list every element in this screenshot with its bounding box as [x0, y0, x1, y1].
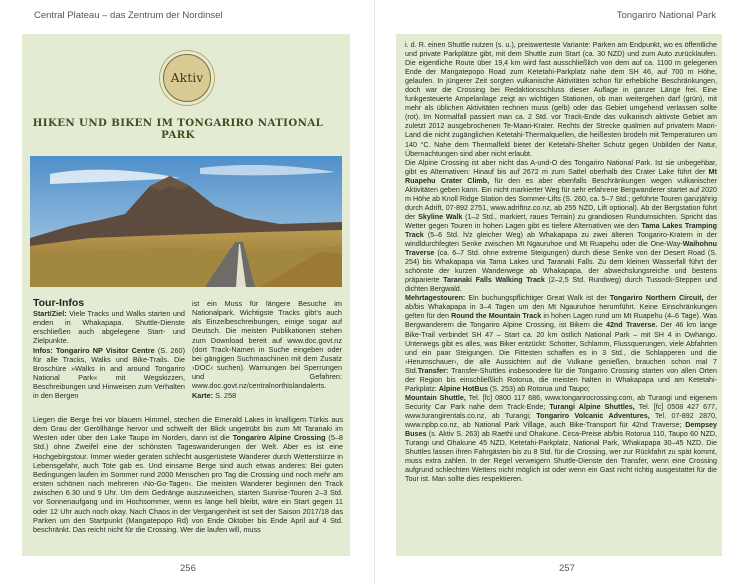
right-text-bold-run: Waihohnu Traverse — [405, 240, 717, 258]
right-text-bold-run: Mt Ruapehu Crater Climb, — [405, 167, 717, 185]
right-text-run: Der 46 km lange Bike-Trail verbindet SH 47 – Start ca. 20 km östlich National Park – mit SH 4 in Owhango. Unterwegs gibt es alles, was Biker entzückt: Schotter, Schlamm, Flussquerungen, viele Abfahrten und ein paar Steigungen. Die Fittesten schaffen es in 3 Std., die Schlapperen und die ›Herumschauer‹, die alle Aussichten auf die Vulkane genießen, brauchen schon mal 7 Std. — [405, 321, 718, 375]
right-text-bold-run: Skyline Walk — [418, 212, 463, 221]
page-number-right: 257 — [559, 563, 575, 574]
col2-text: ist ein Muss für längere Besuche im Nationalpark. Wichtigste Tracks gibt's auch als Einzelbeschreibungen, einige sogar auf Deutsch. Die meisten Publikationen stehen zum Download bereit auf www.doc.govt.nz (dort Track-Namen in Suche eingeben oder bei gängigen Suchmaschinen mit dem Zusatz ›DOC‹ suchen). Warnungen bei Sperrungen und Gefahren: www.doc.govt.nz/centralnorthislandalerts. — [192, 299, 342, 391]
right-text-bold-run: Tongariro Northern Circuit, — [609, 294, 704, 303]
body-p1-bold: Tongariro Alpine Crossing — [232, 433, 326, 443]
right-text-bold-run: Tama Lakes Tramping Track — [405, 221, 717, 239]
right-text-bold-run: Tongariro Volcanic Adventures, — [536, 411, 650, 420]
right-text-bold-run: Turangi Alpine Shuttles, — [549, 402, 635, 411]
right-text-run: der ab/bis Whakapapa in 3–4 Tagen um den Mt Ngauruhoe herumführt. Keine Einschränkungen gelten für den — [405, 294, 717, 321]
right-body-text — [405, 41, 717, 484]
left-body-text — [33, 415, 343, 534]
right-text-run: Die Alpine Crossing ist aber nicht das A-und-O des Tongariro National Park. Ist sie unbegehbar, gibt es Alternativen: Hinauf bis auf 2672 m zum Sattel oberhalb des Crater Lake führt der — [405, 158, 717, 176]
right-text-bold-run: Mountain Shuttle, — [405, 393, 466, 402]
right-text-bold-run: Dempsey Buses — [405, 420, 717, 439]
right-text-run: Tel. [fc] 0508 427 677, www.turangirentals.co.nz, ab Turangi; — [405, 402, 717, 420]
running-head-right: Tongariro National Park — [616, 10, 716, 21]
right-text-bold-run: Round the Mountain Track — [451, 312, 542, 321]
right-text-run: in hohen Lagen rund um Mt Ruapehu (4–6 Tage). Was Bergwanderern die Tongariro Alpine Crossing, ist Bikern die — [405, 312, 717, 330]
start-text: Viele Tracks und Walks starten und enden in Whakapapa. Shuttle-Dienste erschließen auch abgelegene Start- und Zielpunkte. — [33, 309, 185, 346]
right-text-run: (1–2 Std., markiert, raues Terrain) zu grandiosen Rundumsichten. Spricht das Wetter gegen Touren in hohen Lagen gibt es tiefere Alternativen wie den — [405, 212, 717, 230]
running-head-left: Central Plateau – das Zentrum der Nordinsel — [34, 10, 223, 21]
right-text-run: Transfer-Shuttles insbesondere für die Tongariro Crossing starten von allen Orten der Region bis einschließlich Rotorua, die meisten halten in Whakapapa und am Ketetahi-Parkplatz: — [405, 366, 717, 393]
right-text-bold-run: Mehrtagestouren: — [405, 294, 466, 303]
aktiv-badge-label: Aktiv — [170, 70, 204, 85]
right-text-bold-run: Taranaki Falls Walking Track — [443, 276, 545, 285]
right-text-run: (5–6 Std. h/z gleicher Weg) ab Whakapapa zu zwei älteren Tongariro-Kratern in der windldurchfegten Senke zwischen Mt Ngauruhoe und Mt Ruapehu oder die One-Way- — [405, 230, 717, 249]
infos-text: (S. 260) für alle Tracks, Walks und Bike-Trails. Die Broschüre »Walks in and around Tongariro National Park« mit Wegskizzen, Beschreibungen und Hinweisen zum Verhalten in den Bergen — [33, 345, 185, 401]
tour-info-col2 — [192, 299, 342, 400]
mountain-photo — [30, 156, 342, 287]
page-right — [375, 0, 750, 585]
right-text-bold-run: Alpine HotBus — [438, 384, 488, 393]
right-text-run: i. d. R. einen Shuttle nutzen (s. u.), preiswerteste Variante: Parken am Endpunkt, wo es öffentliche und private Parkplätze gibt, mit dem Shuttle zum Start (ca. 30 NZD) und zum Auto zurücklaufen. Die eigentliche Route über 19,4 km wird fast ausschließlich von dem auf ca. 1100 m gelegenen Ende der Mangatepopo Road zum Ketetahi-Parkplatz nahe dem SH 46, auf 700 m Höhe, gelaufen. In jüngerer Zeit sorgten vulkanische Aktivitäten schon für erhebliche Beschränkungen, doch war die Crossing bei Redaktionsschluss dieser Auflage in ganzer Länge frei. Eine funkgesteuerte Ampelanlage zeigt an wichtigen Stationen, ob man weitergehen darf (grün), mit mehr als üblichen Aktivitäten rechnen muss (gelb) oder das Gebiet umgehend verlassen sollte (rot). Im Normalfall passiert man ca. 2 Std. vor Track-Ende das vulkanisch aktivste Gebiet am zuletzt 2012 ausgebrochenen Te-Maari-Krater. Rechts der Strecke qualmen auf privatem Maori-Land die nicht zugänglichen Ketetahi-Thermalquellen, die heißesten brodeln mit Temperaturen um 140 °C. Nahe dem Thermalfeld bietet der Ketetahi-Shelter Schutz gegen Unbilden der Natur, Übernachtungen sind aber nicht erlaubt. — [405, 41, 717, 158]
right-text-run: für den es aber ebenfalls Beschränkungen wegen vulkanischer Aktivitäten geben kann. Ein nicht markierter Weg für sehr erfahrene Bergwanderer startet auf 2020 m Höhe ab Knoll Ridge Station des Sommer-Lifts (S. 260, ca. 5–7 Std.; geführte Touren ganzjährig durch Adrift, 07-892 2751, www.adriftnz.co.nz, ab 255 NZD, Lift optional). Ab der Bergstation führt der — [405, 176, 717, 221]
tour-info-col1 — [33, 309, 185, 401]
body-p1: Liegen die Berge frei vor blauem Himmel, stechen die Emerald Lakes in knalligem Türkis aus dem Grau der Geröllhänge hervor und schweift der Blick ungetrübt bis zum Mt Taranaki im Westen oder über den Lake Taupo im Norden, dann ist die — [33, 415, 343, 443]
right-text-run: (S. 253) ab Rotorua und Taupo; — [487, 384, 590, 393]
karte-label: Karte: — [192, 390, 214, 400]
body-p2: (5–8 Std.) ohne Zweifel eine der schönsten Tageswanderungen der Welt. Aber es ist eine Hochgebirgstour. Immer wieder geraten schlecht ausgerüstete Wanderer durch Wetterstürze in Lebensgefahr, auch Tote gab es. Und einsame Berge sind auch etwas anderes: Bei guten Bedingungen laufen im Sommer rund 2000 Menschen pro Tag die Crossing und noch mehr am ersten schönen nach mehreren ›No-Go-Tagen‹. Die meisten Wanderer beginnen den Track zwischen 6.30 und 9 Uhr. Um dem Gedränge auszuweichen, starten Sunrise-Touren 2–3 Std. vor Sonnenaufgang und im Hochsommer, wenn es lange hell bleibt, wäre ein Start gegen 11 oder 12 Uhr auch noch okay. Nach Chaos in der Vergangenheit ist seit der Saison 2017/18 das Parken um den Startpunkt (Mangatepopo Rd) von Ende Oktober bis Ende April auf 4 Std. beschränkt. Das reicht nicht für die Crossing. Wer die laufen will, muss — [33, 433, 343, 534]
feature-title: HIKEN UND BIKEN IM TONGARIRO NATIONAL PARK — [32, 117, 324, 141]
infos-label: Infos: Tongariro NP Visitor Centre — [33, 345, 155, 355]
start-label: Start/Ziel: — [33, 309, 67, 318]
right-text-bold-run: Transfer: — [417, 366, 449, 375]
karte-text: S. 258 — [213, 390, 237, 400]
right-text-run: Tel. [fc] 0800 117 686, www.tongarirocrossing.com, ab Turangi und eigenem Security Car Park nahe dem Track-Ende; — [405, 393, 717, 411]
right-text-run: Tel. 07-892 2870, www.npbp.co.nz, ab National Park Village, auch Bike-Transport für 42nd Traverse; — [405, 411, 717, 429]
right-text-run: (s. Aktiv S. 263) ab Raethi und Ohakune. Circa-Preise ab/bis Rotorua 110, Taupo 60 NZD, Turangi und Ohakune 45 NZD, Ketetahi-Parkplatz, National Park, Whakapapa 30–45 NZD. Die Shuttles lassen ihren Fahrgästen bis zu 8 Std. für die Crossing, wer zur Rückfahrt zu spät kommt, muss extra zahlen. In der Regel verweigern Shuttle-Dienste den Transfer, wenn eine Crossing aufgrund schlechten Wetters nicht möglich ist oder wenn ein Gast nicht richtig ausgestattet für die Tour ist. Man sollte dies respektieren. — [405, 430, 717, 484]
page-number-left: 256 — [180, 563, 196, 574]
right-text-bold-run: 42nd Traverse. — [605, 321, 658, 330]
right-text-run: (2–2,5 Std. Rundweg) durch Tussock-Steppen und dichten Bergwald. — [405, 276, 717, 294]
aktiv-badge — [163, 54, 211, 102]
right-text-run: Ein buchungspflichtiger Great Walk ist der — [465, 294, 610, 303]
right-text-run: (ca. 6–7 Std. ohne extreme Steigungen) durch diese Senke von der Desert Road (S. 254) bis Whakapapa via Tama Lakes und Taranaki Falls. Zu dem kleinen Wasserfall führt der schönste der kurzen Wanderwege ab Whakapapa, der abwechslungsreiche und bestens präparierte — [405, 249, 717, 285]
tour-info-heading: Tour-Infos — [33, 297, 85, 309]
